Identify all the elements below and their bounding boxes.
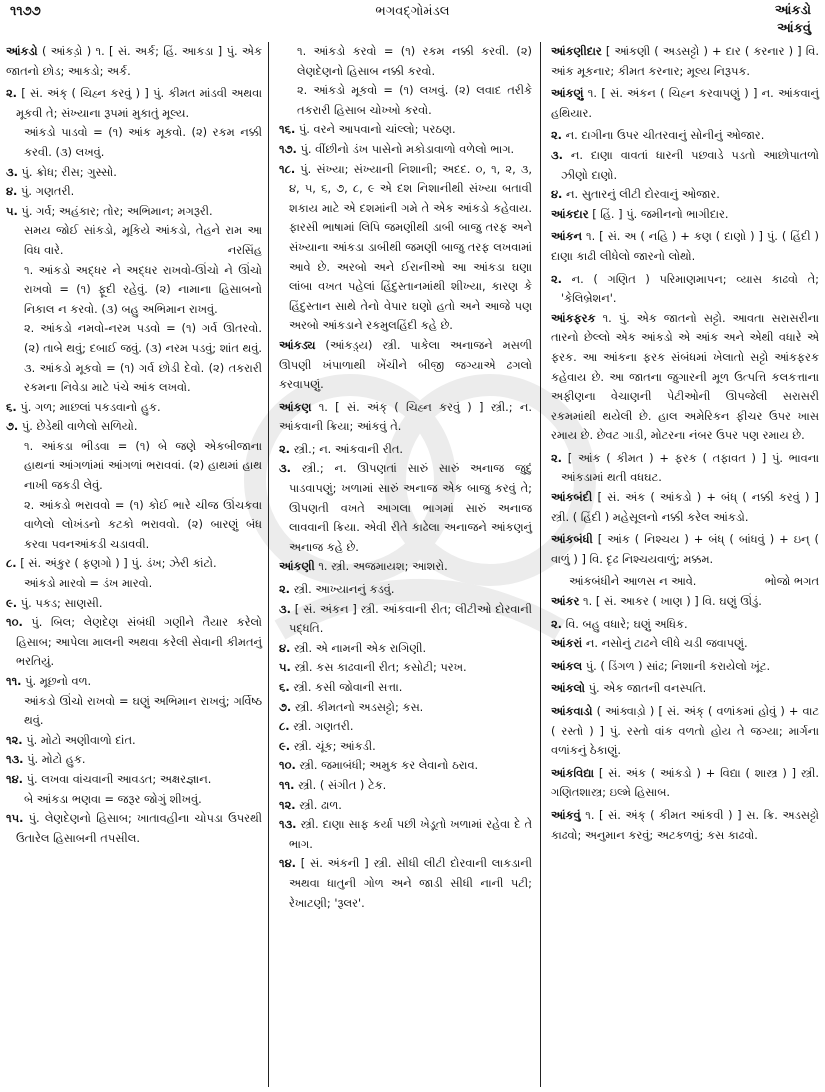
headword: આંકણીદાર — [551, 44, 602, 58]
sense — [279, 737, 532, 757]
quotation — [6, 221, 262, 260]
sense-text: સ્ત્રી. ગણતરી. — [289, 719, 354, 734]
definition: (આંકડ઼્ય) સ્ત્રી. પાકેલા અનાજને મસળી ઊપણી ખંપાળાથી ખેંચીને બીજી જગ્યાએ ઢગલો કરવાપણું. — [279, 337, 532, 392]
headword: આંકન — [551, 229, 583, 244]
idiom: ૨. આંકડો નમવો-નરમ પડવો = (૧) ગર્વ ઊતરવો. (૨) તાબે થવું; દબાઈ જવું. (૩) નરમ પડવું; શાંત થવું. — [24, 321, 262, 355]
sense-number: ૧૭. — [279, 141, 297, 156]
definition: ( આંકડ઼ો ) ૧. [ સં. અર્ક; હિં. આકડા ] પું. એક જાતનો છોડ; આકડો; અર્ક. — [6, 44, 262, 78]
sense — [551, 615, 819, 635]
sense — [279, 854, 532, 913]
sense — [279, 120, 532, 140]
sense — [279, 658, 532, 678]
dictionary-entry — [551, 530, 819, 569]
sense-text: સ્ત્રી. આખ્યાનનું કડવું. — [290, 582, 395, 597]
headword: આંકરાં — [551, 636, 583, 651]
sense — [279, 698, 532, 718]
definition: [ સં. અંક ( આંકડો ) + બંધ્ ( નક્કી કરવું ) ] સ્ત્રી. ( હિંદી ) મહેસૂલનો નક્કી કરેલ આંકડો. — [551, 490, 819, 524]
sense-number: ૧૩. — [6, 752, 24, 767]
definition: [ આંકણી ( અડસટ્ટો ) + દાર ( કરનાર ) ] વિ. આંક મૂકનાર; કીમત કરનાર; મૂલ્ય નિરૂપક. — [551, 44, 819, 78]
sense — [279, 160, 532, 336]
definition: ૧. [ સં. અંક્ ( ચિહ્ન કરવું ) ] સ્ત્રી.; ન. આંકવાની ક્રિયા; આંકવું તે. — [279, 399, 532, 434]
sense-text: [ સં. અંક્ ( ચિહ્ન કરવું ) ] પું. કીમત માંડવી અથવા મૂકવી તે; સંખ્યાના રૂપમાં મુકાતું મૂલ્ય. — [16, 86, 262, 120]
dictionary-entry — [551, 488, 819, 527]
sense-number: ૧૮. — [279, 161, 296, 176]
idiom: ૧. આંકડો અદ્ધર ને અદ્ધર રાખવો-ઊંચો ને ઊંચો રાખવો = (૧) ફૂદી રહેવું. (૨) નામાના હિસાબનો નિકાલ ન કરવો. (૩) બહુ અભિમાન રાખવું. — [24, 262, 262, 316]
headword: આંકબંદી — [551, 490, 593, 505]
sense — [6, 163, 262, 183]
sense-text: પું. ક્રોધ; રીસ; ગુસ્સો. — [17, 164, 117, 179]
sense-number: ૧૬. — [279, 122, 296, 137]
dictionary-entry — [551, 84, 819, 123]
definition: ૧. સ્ત્રી. અજમાયશ; આશરો. — [314, 559, 448, 574]
definition: ૧. પું. એક જાતનો સટ્ટો. આવતા સરાસરીના તારનો છેલ્લો એક આંકડો એ આંક અને એથી વધારે એ ફરક. આ આંકના ફરક સંબંધમાં ખેલાતો સટ્ટો આંકફરક કહેવાય છે. આ જાતના જુગારની મૂળ ઉત્પત્તિ કલકત્તાના અફીણના વેચાણની પેટીઓની ઊપજેલી સરાસરી રકમમાંથી થયેલી છે. હાલ અમેરિકન ફીચર ઉપર ખાસ રમાય છે. છેવટ ગાડી, મોટરના નંબર ઉપર પણ રમાય છે. — [551, 310, 819, 443]
sense-number: ૧૦. — [279, 758, 296, 773]
sense-number: ૯. — [6, 595, 18, 610]
dictionary-entry — [6, 42, 262, 81]
sense-text: [ સં. અંકની ] સ્ત્રી. સીધી લીટી દોરવાની લાકડાની અથવા ધાતુની ગોળ અને જાડી સીધી નાની પટી; રેખાટણી; 'રૂલર'. — [289, 856, 532, 910]
sense — [6, 182, 262, 202]
sense-number: ૨. — [279, 441, 291, 456]
sense-text: પું. ગળ; માછલાં પકડવાનો હુક. — [16, 399, 161, 414]
guide-word-first: આંકડો — [774, 3, 811, 18]
sense-text: પું. પકડ; સાણસી. — [17, 595, 103, 610]
sense-text: પું. બિલ; લેણદેણ સંબંધી ગણીને તૈયાર કરેલો હિસાબ; આપેલા માલની અથવા કરેલી સેવાની કીમતનું ભરતિયું. — [16, 615, 262, 669]
sense-text: ન. દાણા વાવતાં ધારની પછવાડે પડતો આછોપાતળો ઝીણો દાણો. — [561, 147, 819, 182]
sense-number: ૧૨. — [279, 797, 296, 812]
sense — [279, 600, 532, 639]
sense-number: ૬. — [279, 680, 290, 694]
dictionary-entry — [279, 557, 532, 577]
sense-text: સ્ત્રી. ( સંગીત ) ટેક. — [294, 777, 387, 792]
sense-text: સ્ત્રી. કીમતનો અડસટ્ટો; કસ. — [291, 699, 424, 714]
sense-number: ૨. — [551, 271, 563, 286]
quotation — [551, 572, 819, 592]
sense-text: [ આંક ( કીમત ) + ફરક ( તફાવત ) ] પું. ભાવના આંકડામાં થતી વધઘટ. — [561, 450, 819, 485]
column-1 — [0, 42, 268, 1087]
sense — [279, 678, 532, 698]
sense-number: ૧૫. — [6, 811, 24, 826]
sense-text: સ્ત્રી. એ નામની એક રાગિણી. — [290, 640, 427, 655]
sense-number: ૨. — [6, 86, 18, 101]
definition: [ આંક ( નિશ્ચય ) + બંધ્ ( બાંધવું ) + ઇન્ ( વાળું ) ] વિ. દૃઢ નિશ્ચયવાળું; મક્કમ. — [551, 532, 819, 566]
sense — [6, 750, 262, 770]
headword: આંકવું — [551, 807, 581, 822]
sense-number: ૭. — [6, 419, 19, 434]
sense — [6, 398, 262, 418]
dictionary-columns — [0, 42, 825, 1087]
headword: આંકલ — [551, 658, 583, 673]
idiom: ૩. આંકડો મૂકવો = (૧) ગર્વ છોડી દેવો. (૨) તકરારી રકમના નિવેડા માટે પંચે આંક લખવો. — [24, 360, 262, 395]
headword: આંકલો — [551, 681, 585, 696]
sense — [6, 731, 262, 751]
definition: ( આંક્વાડ઼ો ) [ સં. અંક્ ( વળાંકમાં હોવું ) + વાટ ( રસ્તો ) ] પું. રસ્તો વાંક વળતો હોય તે જગ્યા; માર્ગના વળાંકનું ઠેકાણું. — [551, 704, 819, 758]
dictionary-entry — [551, 657, 819, 677]
sense — [279, 459, 532, 557]
sense-number: ૩. — [551, 147, 563, 162]
sense-text: સ્ત્રી.; ન. આંકવાની રીત. — [290, 441, 404, 456]
definition: ૧. [ સં. અંકન ( ચિહ્ન કરવાપણું ) ] ન. આંકવાનું હથિયાર. — [551, 86, 819, 120]
column-2 — [268, 42, 540, 1087]
headword: આંકડો — [6, 44, 38, 58]
sense-text: પું. વરને આપવાનો ચાંલ્લો; પરઠણ. — [295, 122, 456, 137]
quote-text: આંકબંધીને આળસ ન આવે. — [569, 574, 697, 589]
dictionary-entry — [551, 205, 819, 225]
page-number: ૧૧૭૭ — [10, 4, 41, 19]
sense-text: સ્ત્રી. દાણા સાફ કર્યા પછી ખેડૂતો ખળામાં રહેવા દે તે ભાગ. — [289, 817, 532, 851]
headword: આંકવાડો — [551, 704, 593, 718]
dictionary-entry — [551, 764, 819, 803]
sense — [279, 580, 532, 600]
sense-number: ૨. — [551, 450, 563, 465]
sense — [279, 440, 532, 460]
sense-number: ૨. — [551, 616, 563, 631]
sense-number: ૬. — [6, 399, 17, 414]
page-header — [0, 0, 825, 44]
idiom: ૨. આંકડો મૂકવો = (૧) લખવું. (૨) લવાદ તરીકે તકરારી હિસાબ ચોખ્ખો કરવો. — [297, 83, 532, 117]
sense-number: ૨. — [279, 582, 291, 597]
headword: આંકફરક — [551, 310, 596, 325]
sense — [6, 202, 262, 222]
dictionary-entry — [279, 336, 532, 395]
sense-number: ૪. — [279, 640, 291, 655]
sense — [279, 140, 532, 160]
sense — [279, 756, 532, 776]
sense — [551, 449, 819, 488]
sense-text: સ્ત્રી. ઢાળ. — [295, 797, 342, 812]
sense-text: પું. લખવા વાંચવાની આવડત; અક્ષરજ્ઞાન. — [22, 771, 212, 786]
sense — [551, 270, 819, 309]
idiom: આંકડો મારવો = ડંખ મારવો. — [24, 576, 153, 591]
sense-text: પું. સંખ્યા; સંખ્યાની નિશાની; અદદ. ૦, ૧, ૨, ૩, ૪, ૫, ૬, ૭, ૮, ૯ એ દશ નિશાનીથી સંખ્યા બતાવી શકાય માટે એ દશમાંની ગમે તે એક આંકડો કહેવાય. ફારસી ભાષામાં લિપિ જમણીથી ડાબી બાજુ તરફ અને સંખ્યાના આંકડા ડાબીથી જમણી બાજુ તરફ લખવામાં આવે છે. અરબો અને ઈરાનીઓ આ આંકડા ઘણા લાંબા વખત પહેલાં હિંદુસ્તાનમાંથી શીખ્યા, કારણ કે હિંદુસ્તાન સાથે તેનો વેપાર ઘણો હતો અને આજે પણ અરબો આંકડાને રકમુલહિંદી કહે છે. — [289, 161, 532, 333]
sense — [279, 815, 532, 854]
idiom: આંકડો ઊંચો રાખવો = ઘણું અભિમાન રાખવું; ગર્વિષ્ઠ થવું. — [24, 693, 262, 728]
sense-number: ૧૩. — [279, 817, 297, 832]
sense-number: ૧૧. — [279, 777, 295, 792]
dictionary-entry — [551, 702, 819, 761]
idiom: આંકડો પાડવો = (૧) આંક મૂકવો. (૨) રકમ નક્કી કરવી. (૩) લખવું. — [24, 125, 262, 159]
sense-text: પું. મોટો હુક. — [23, 752, 86, 767]
sense-number: ૪. — [6, 184, 18, 199]
sense-text: સ્ત્રી. કસ કાઢવાની રીત; કસોટી; પરખ. — [290, 660, 467, 675]
sense — [279, 776, 532, 796]
sense — [6, 594, 262, 614]
sense-number: ૭. — [279, 699, 292, 714]
dictionary-entry — [551, 806, 819, 845]
definition: ૧. [ સં. અ ( નહિ ) + કણ ( દાણો ) ] પું. ( હિંદી ) દાણા કાઢી લીધેલો જારનો લોથો. — [551, 229, 819, 263]
sense — [6, 84, 262, 123]
definition: ૧. [ સં. અંક્ ( કીમત આંકવી ) ] સ. ક્રિ. અડસટ્ટો કાઢવો; અનુમાન કરવું; અટકળવું; કસ કાઢવો. — [551, 807, 819, 842]
headword: આંકવિદ્યા — [551, 765, 595, 780]
sense-text: સ્ત્રી. જમાબંધી; અમુક કર લેવાનો ઠરાવ. — [295, 758, 479, 773]
sense-text: સ્ત્રી. ચૂંક; આંકડી. — [290, 738, 376, 753]
definition: પું. ( ડિંગળ ) સાંઢ; નિશાની કરાયેલો ખૂંટ. — [582, 658, 771, 673]
sense — [6, 554, 262, 574]
headword: આંકદાર — [551, 206, 589, 221]
sense-number: ૯. — [279, 738, 291, 753]
headword: આંકણ — [279, 399, 312, 414]
sense-number: ૫. — [6, 203, 18, 218]
headword: આંકડ્ય — [279, 337, 316, 352]
idiom: ૨. આંકડો ભરાવવો = (૧) કોઈ ભારે ચીજ ઊંચકવા વાળેલો લોખંડનો કટકો ભરાવવો. (૨) બારણું બંધ કરવા પવનઆંકડી ચડાવવી. — [24, 497, 262, 551]
sense — [551, 146, 819, 185]
sense-number: ૧૦. — [6, 615, 23, 630]
sense-number: ૫. — [279, 660, 291, 675]
dictionary-entry — [551, 42, 819, 81]
sense-text: [ સં. અંકુર ( ફણગો ) ] પું. ડંખ; ઝેરી કાંટો. — [16, 556, 217, 571]
sense-text: પું. મોટો અણીવાળો દાંત. — [22, 732, 136, 747]
headword: આંકર — [551, 594, 580, 609]
sense-text: વિ. બહુ વધારે; ઘણું અધિક. — [562, 616, 688, 631]
headword: આંકણું — [551, 86, 584, 101]
dictionary-entry — [551, 592, 819, 612]
sense-text: સ્ત્રી.; ન. ઊપણતાં સારું સારું અનાજ જુદું પાડવાપણું; ખળામાં સારું અનાજ એક બાજુ કરવું તે; ઊપણતી વખતે આગલા ભાગમાં સારું અનાજ લાવવાની ક્રિયા. એવી રીતે કાઢેલા અનાજને આંકણનું અનાજ કહે છે. — [289, 461, 532, 554]
sense-text: ન. ( ગણિત ) પરિમાણમાપન; વ્યાસ કાઢવો તે; 'કેલિબ્રેશન'. — [561, 271, 819, 306]
sense — [551, 185, 819, 205]
sense-text: પું. ગર્વ; અહંકાર; તોર; અભિમાન; મગરૂરી. — [17, 203, 213, 218]
sense — [6, 770, 262, 790]
sense-text: ન. દાગીના ઉપર ચીતરવાનું સોનીનું ઓજાર. — [562, 128, 765, 143]
sense — [6, 613, 262, 672]
sense-number: ૩. — [6, 164, 18, 179]
sense-text: પું. મૂછનો વળ. — [21, 674, 92, 688]
sense-text: ન. સુતારનું લીટી દોરવાનું ઓજાર. — [562, 187, 720, 202]
sense-number: ૧૪. — [6, 771, 23, 786]
dictionary-entry — [551, 679, 819, 699]
book-title: ભગવદ્ગોમંડલ — [375, 4, 450, 19]
sense-number: ૩. — [279, 461, 291, 476]
sense-number: ૧૧. — [6, 674, 22, 688]
sense — [6, 672, 262, 692]
sense-number: ૩. — [279, 601, 291, 616]
sense-number: ૧૨. — [6, 732, 23, 747]
sense-number: ૪. — [551, 187, 563, 202]
quote-text: સમય જોઈ સાંકડો, મૂકિયે આંકડો, તેહને રામ આ વિધ વારે. — [24, 223, 262, 257]
sense — [6, 809, 262, 848]
definition: પું. એક જાતની વનસ્પતિ. — [585, 681, 707, 696]
sense-text: સ્ત્રી. કસી જોવાની સત્તા. — [289, 680, 403, 694]
dictionary-entry — [551, 227, 819, 266]
definition: [ સં. અંક ( આંકડો ) + વિદ્યા ( શાસ્ત્ર ) ] સ્ત્રી. ગણિતશાસ્ત્ર; ઇલ્મે હિસાબ. — [551, 765, 819, 800]
sense-text: પું. લેણદેણનો હિસાબ; ખાતાવહીના ચોપડા ઉપરથી ઉતારેલ હિસાબની તપસીલ. — [16, 811, 262, 845]
quote-attribution: ભોજો ભગત — [764, 574, 819, 589]
sense-number: ૧૪. — [279, 856, 296, 871]
guide-word-last: આંકવું — [777, 21, 811, 36]
definition: ૧. [ સં. આકર ( ખાણ ) ] વિ. ઘણું ઊંડું. — [579, 594, 762, 609]
dictionary-entry — [551, 309, 819, 446]
sense — [279, 717, 532, 737]
guide-words — [775, 2, 811, 38]
sense-number: ૮. — [6, 556, 17, 571]
sense-number: ૨. — [551, 128, 563, 143]
sense — [279, 796, 532, 816]
sense-text: પું. છેડેથી વાળેલો સળિયો. — [18, 419, 138, 434]
idiom: બે આંકડા ભણવા = જરૂર જોગું શીખવું. — [24, 791, 202, 806]
idiom: ૧. આંકડો કરવો = (૧) રકમ નક્કી કરવી. (૨) લેણદેણનો હિસાબ નક્કી કરવો. — [297, 44, 532, 78]
headword: આંકણી — [279, 559, 315, 574]
headword: આંકબંધી — [551, 532, 593, 547]
definition: [ હિં. ] પું. જમીનનો ભાગીદાર. — [588, 206, 729, 221]
sense-text: પું. ગણતરી. — [17, 184, 75, 199]
column-3 — [540, 42, 825, 1087]
sense — [6, 417, 262, 437]
dictionary-entry — [551, 634, 819, 654]
quote-attribution: નરસિંહ — [227, 242, 262, 257]
definition: ન. નસોનું ટાઢને લીધે ચડી જવાપણું. — [582, 636, 748, 651]
sense-text: પું. વીંછીનો ડંખ પાસેનો મકોડાવાળો વળેલો ભાગ. — [296, 141, 515, 156]
dictionary-entry — [279, 398, 532, 437]
sense-number: ૮. — [279, 719, 290, 734]
idiom: ૧. આંકડા ભીડવા = (૧) બે જણે એકબીજાના હાથનાં આંગળાંમાં આંગળાં ભરાવવાં. (૨) હાથમાં હાથ નાખી જકડી લેવું. — [24, 438, 262, 493]
sense — [551, 126, 819, 146]
sense — [279, 639, 532, 659]
sense-text: [ સં. અંકન ] સ્ત્રી. આંકવાની રીત; લીટીઓ દોરવાની પદ્ધતિ. — [289, 601, 532, 636]
